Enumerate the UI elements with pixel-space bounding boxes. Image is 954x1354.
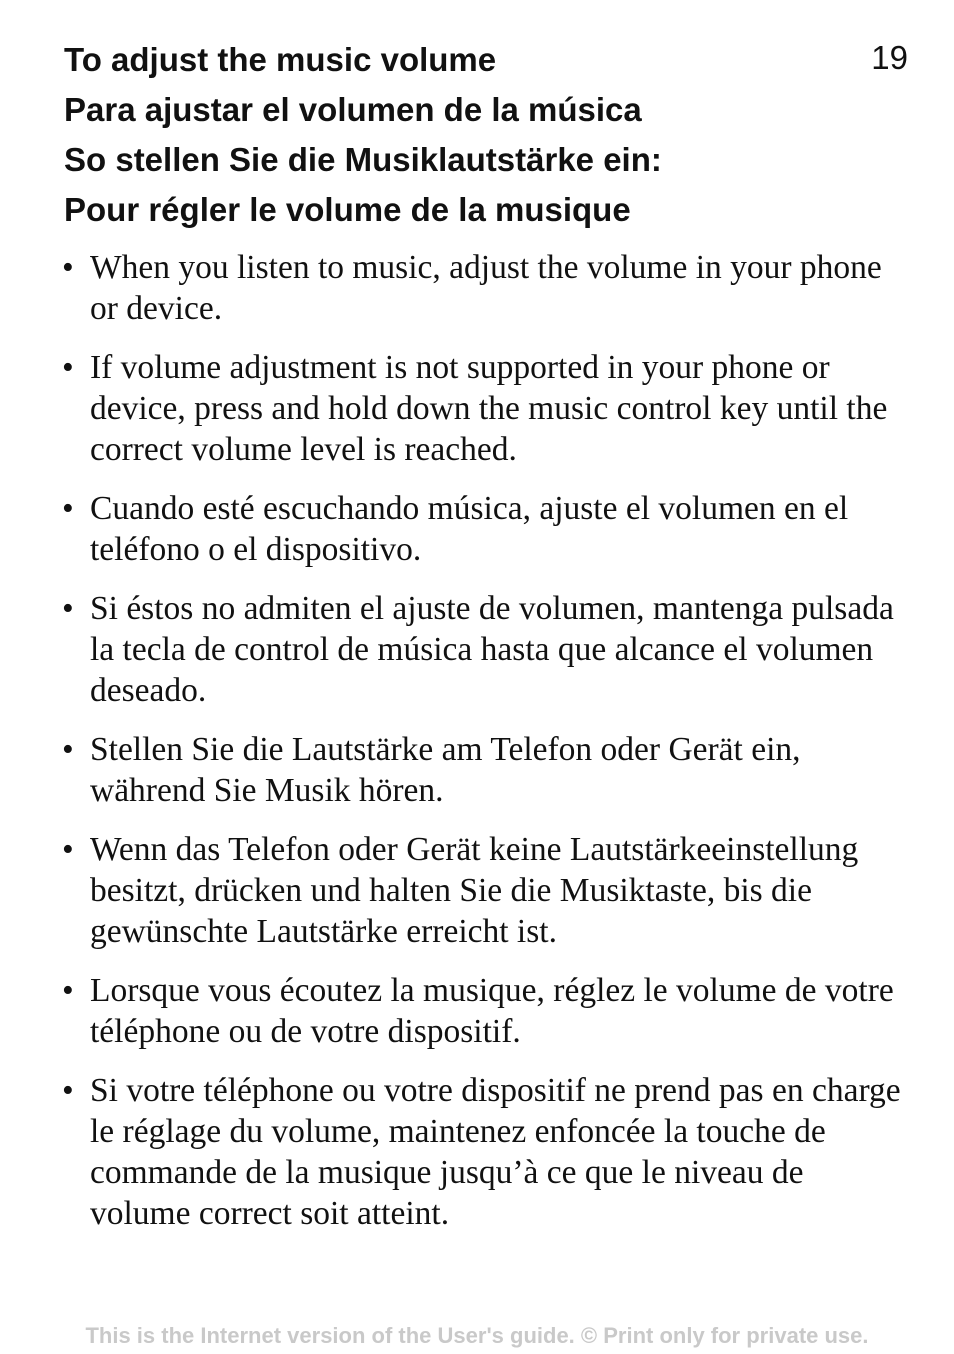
bullet-icon: • [62, 349, 74, 386]
list-item-text: Stellen Sie die Lautstärke am Telefon oder Gerät ein, während Sie Musik hören. [90, 731, 801, 809]
list-item-text: Cuando esté escuchando música, ajuste el volumen en el teléfono o el dispositivo. [90, 490, 849, 568]
list-item [62, 829, 912, 952]
bullet-icon: • [62, 249, 74, 286]
section-headings [64, 35, 884, 235]
heading-english: To adjust the music volume [64, 41, 497, 78]
list-item [62, 970, 912, 1052]
instruction-list [62, 247, 912, 1252]
list-item-text: When you listen to music, adjust the volume in your phone or device. [90, 249, 882, 327]
list-item-text: Lorsque vous écoutez la musique, réglez le volume de votre téléphone ou de votre dispositif. [90, 972, 894, 1050]
bullet-icon: • [62, 590, 74, 627]
list-item-text: Si éstos no admiten el ajuste de volumen, mantenga pulsada la tecla de control de música hasta que alcance el volumen deseado. [90, 590, 894, 709]
list-item-text: Si votre téléphone ou votre dispositif ne prend pas en charge le réglage du volume, maintenez enfoncée la touche de commande de la musique jusqu’à ce que le niveau de volume correct soit atteint. [90, 1072, 901, 1232]
list-item [62, 588, 912, 711]
heading-spanish: Para ajustar el volumen de la música [64, 91, 642, 128]
list-item [62, 247, 912, 329]
list-item [62, 729, 912, 811]
heading-german: So stellen Sie die Musiklautstärke ein: [64, 141, 662, 178]
list-item [62, 488, 912, 570]
bullet-icon: • [62, 972, 74, 1009]
list-item [62, 1070, 912, 1234]
bullet-icon: • [62, 831, 74, 868]
bullet-icon: • [62, 731, 74, 768]
list-item [62, 347, 912, 470]
bullet-icon: • [62, 490, 74, 527]
list-item-text: If volume adjustment is not supported in your phone or device, press and hold down the music control key until the correct volume level is reached. [90, 349, 888, 468]
list-item-text: Wenn das Telefon oder Gerät keine Lautstärkeeinstellung besitzt, drücken und halten Sie die Musiktaste, bis die gewünschte Lautstärke erreicht ist. [90, 831, 859, 950]
footer-notice: This is the Internet version of the User's guide. © Print only for private use. [85, 1323, 869, 1348]
bullet-icon: • [62, 1072, 74, 1109]
page-number: 19 [871, 39, 908, 76]
heading-french: Pour régler le volume de la musique [64, 191, 631, 228]
